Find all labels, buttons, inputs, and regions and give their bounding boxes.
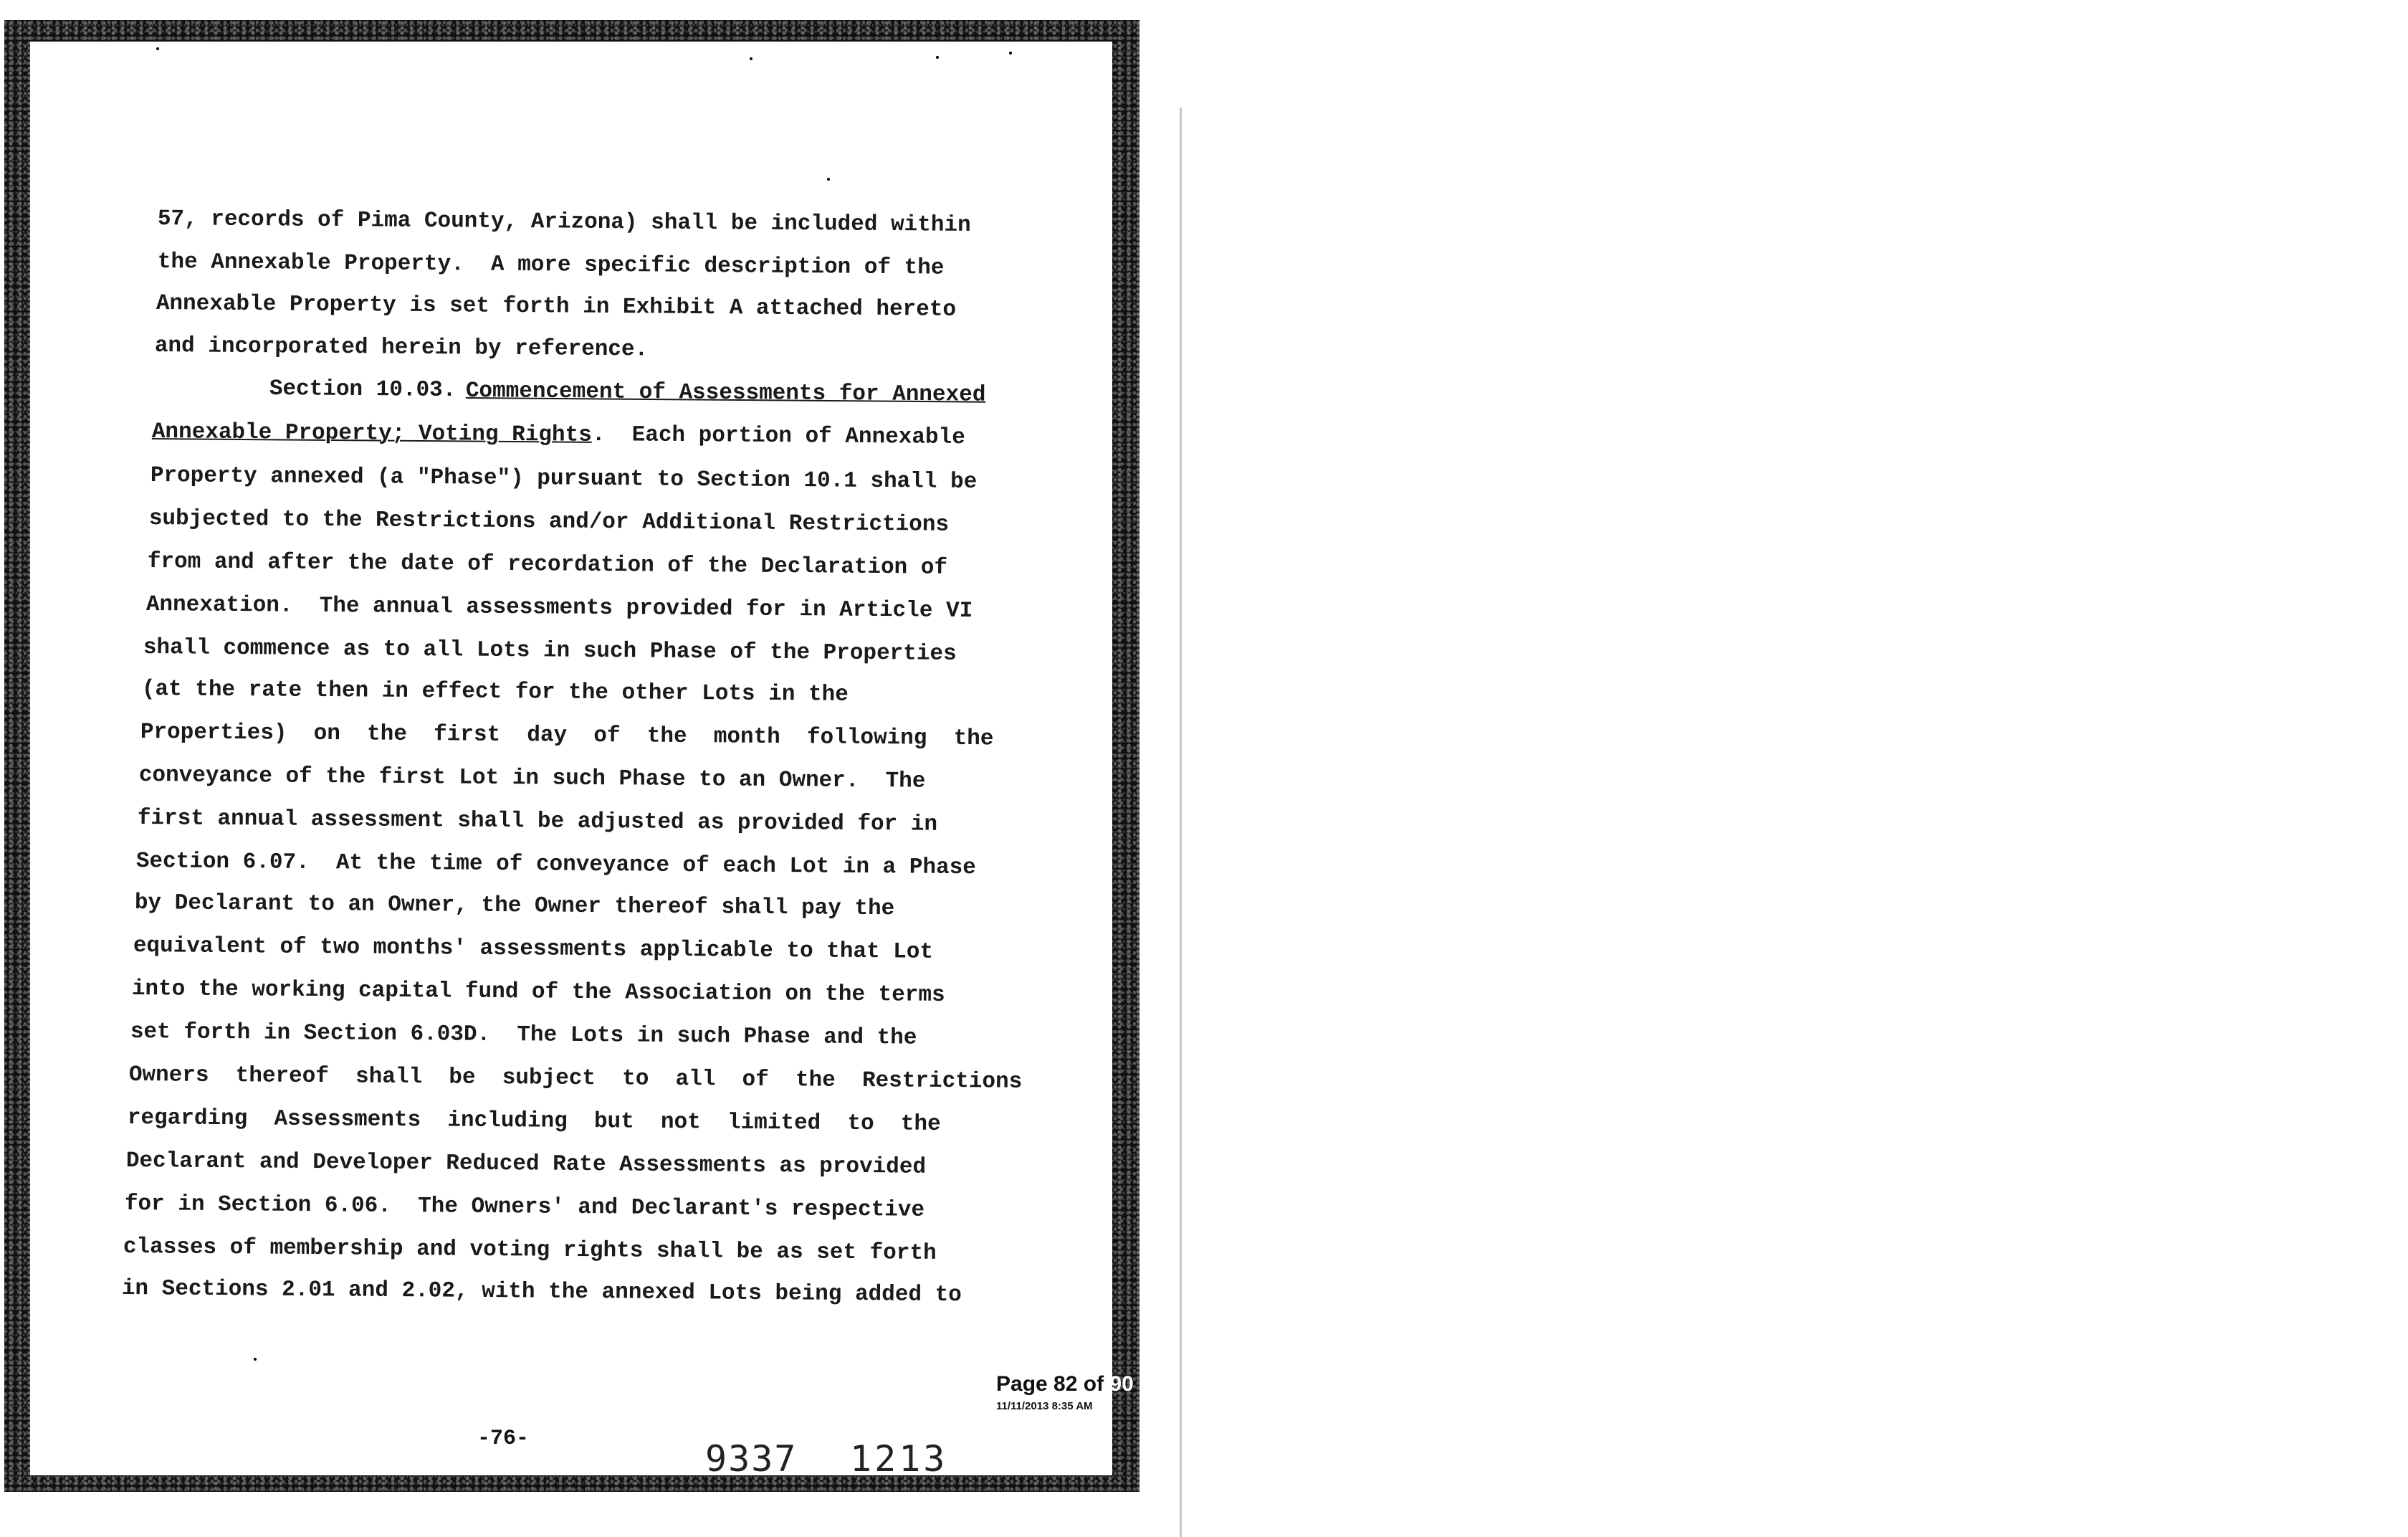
scan-speck bbox=[1009, 52, 1012, 54]
scan-speck bbox=[254, 1358, 257, 1361]
text-line: first annual assessment shall be adjusted as provided for in bbox=[137, 806, 938, 837]
section-heading-title: Commencement of Assessments for Annexed bbox=[465, 379, 986, 408]
text-line: classes of membership and voting rights shall be as set forth bbox=[123, 1234, 937, 1266]
section-heading-title-cont: Annexable Property; Voting Rights bbox=[151, 419, 592, 448]
book-page-number: 1213 bbox=[850, 1438, 948, 1480]
text-line: set forth in Section 6.03D. The Lots in such Phase and the bbox=[130, 1019, 917, 1051]
text-line: shall commence as to all Lots in such Phase of the Properties bbox=[143, 635, 957, 667]
text-line: Annexable Property is set forth in Exhibit A attached hereto bbox=[156, 291, 957, 323]
page-divider bbox=[1180, 108, 1182, 1537]
scan-speck bbox=[750, 57, 752, 60]
scan-speck bbox=[827, 178, 830, 181]
text-line: into the working capital fund of the Association on the terms bbox=[131, 976, 945, 1008]
text-line: for in Section 6.06. The Owners' and Declarant's respective bbox=[124, 1191, 925, 1223]
page-stamp-total: 90 bbox=[1109, 1372, 1134, 1396]
scan-speck bbox=[156, 47, 159, 50]
text-line: Properties) on the first day of the month following the bbox=[140, 720, 994, 752]
text-line: by Declarant to an Owner, the Owner thereof shall pay the bbox=[134, 890, 895, 922]
text-line: and incorporated herein by reference. bbox=[154, 333, 649, 363]
text-line: subjected to the Restrictions and/or Additional Restrictions bbox=[148, 506, 950, 538]
section-heading-number: Section 10.03. bbox=[269, 376, 457, 404]
text-line: equivalent of two months' assessments applicable to that Lot bbox=[133, 933, 934, 965]
page-stamp-datetime: 11/11/2013 8:35 AM bbox=[996, 1400, 1093, 1412]
text-line: Section 6.07. At the time of conveyance of each Lot in a Phase bbox=[135, 849, 976, 881]
text-line: Annexation. The annual assessments provided for in Article VI bbox=[145, 592, 973, 624]
text-line: from and after the date of recordation of the Declaration of bbox=[147, 549, 948, 581]
text-line: 57, records of Pima County, Arizona) shall be included within bbox=[157, 206, 971, 238]
text-line: Declarant and Developer Reduced Rate Assessments as provided bbox=[125, 1148, 927, 1180]
scan-speck bbox=[936, 56, 939, 59]
text-line: conveyance of the first Lot in such Phase to an Owner. The bbox=[138, 763, 926, 794]
page-stamp bbox=[996, 1372, 1134, 1396]
text-line: (at the rate then in effect for the other Lots in the bbox=[141, 677, 849, 708]
book-number: 9337 bbox=[705, 1438, 798, 1480]
text-line: . Each portion of Annexable bbox=[591, 422, 965, 451]
page-number: -76- bbox=[477, 1427, 530, 1451]
text-line: the Annexable Property. A more specific description of the bbox=[157, 249, 945, 281]
page-stamp-label: Page 82 of bbox=[996, 1372, 1104, 1396]
text-line: Owners thereof shall be subject to all of the Restrictions bbox=[128, 1062, 1023, 1095]
text-line: regarding Assessments including but not limited to the bbox=[127, 1105, 941, 1137]
text-line: Property annexed (a "Phase") pursuant to Section 10.1 shall be bbox=[150, 463, 978, 495]
text-line: in Sections 2.01 and 2.02, with the annexed Lots being added to bbox=[121, 1276, 962, 1308]
